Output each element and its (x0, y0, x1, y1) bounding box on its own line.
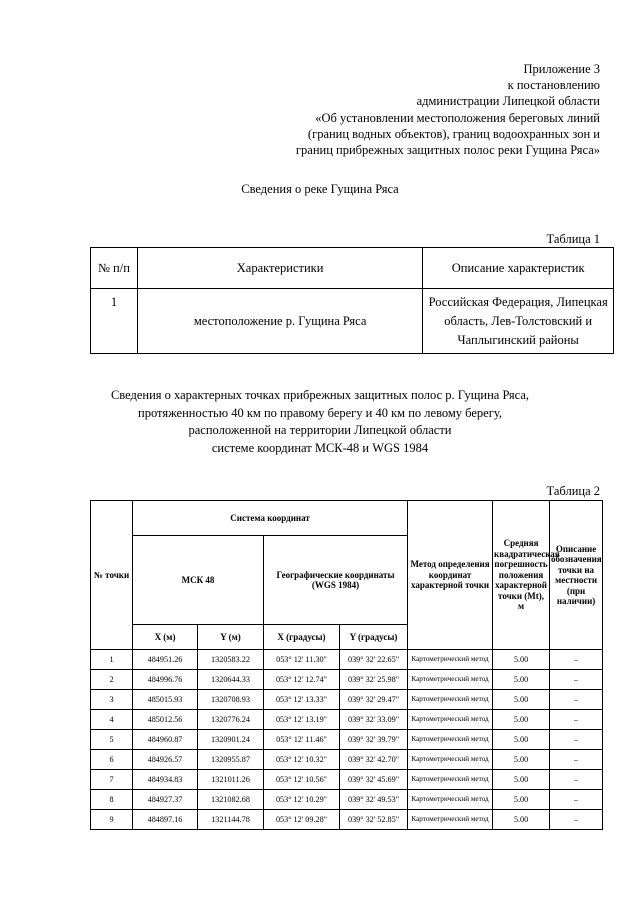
cell-method: Картометрический метод (408, 810, 493, 830)
cell-point-num: 4 (91, 710, 133, 730)
cell-point-num: 7 (91, 770, 133, 790)
cell-y-degrees: 039° 32' 22.65" (340, 650, 408, 670)
col-header-geographic: Географические координаты (WGS 1984) (264, 536, 408, 625)
col-header-msk48: МСК 48 (133, 536, 264, 625)
cell-mean-error: 5.00 (493, 690, 550, 710)
cell-method: Картометрический метод (408, 670, 493, 690)
table1-label: Таблица 1 (546, 232, 600, 246)
cell-point-description: – (550, 730, 603, 750)
cell-y-coord: 1321144.78 (198, 810, 264, 830)
cell-method: Картометрический метод (408, 730, 493, 750)
col-header-x-degrees: X (градусы) (264, 625, 340, 650)
row-description: Российская Федерация, Липецкая область, Лев-Толстовский и Чаплыгинский районы (423, 289, 614, 354)
cell-x-coord: 484960.87 (133, 730, 198, 750)
cell-x-coord: 485015.93 (133, 690, 198, 710)
cell-x-degrees: 053° 12' 13.19" (264, 710, 340, 730)
cell-point-description: – (550, 770, 603, 790)
cell-x-degrees: 053° 12' 10.32" (264, 750, 340, 770)
appendix-header (296, 61, 600, 158)
cell-method: Картометрический метод (408, 690, 493, 710)
col-header-point-num: № точки (91, 501, 133, 650)
header-line: (границ водных объектов), границ водоохранных зон и (307, 126, 600, 141)
cell-x-degrees: 053° 12' 09.28" (264, 810, 340, 830)
cell-x-degrees: 053° 12' 12.74" (264, 670, 340, 690)
col-header-description: Описание характеристик (423, 248, 614, 289)
col-header-mean-error: Средняя квадратическая погрешность положения характерной точки (Mt), м (493, 501, 550, 650)
cell-method: Картометрический метод (408, 710, 493, 730)
cell-method: Картометрический метод (408, 790, 493, 810)
table-row (91, 750, 603, 770)
table2-label: Таблица 2 (546, 484, 600, 498)
cell-y-degrees: 039° 32' 25.98" (340, 670, 408, 690)
cell-y-degrees: 039° 32' 45.69" (340, 770, 408, 790)
cell-method: Картометрический метод (408, 770, 493, 790)
table-row (91, 810, 603, 830)
cell-y-coord: 1320583.22 (198, 650, 264, 670)
cell-y-degrees: 039° 32' 33.09" (340, 710, 408, 730)
cell-point-num: 6 (91, 750, 133, 770)
table-header-row (91, 248, 614, 289)
cell-mean-error: 5.00 (493, 810, 550, 830)
title-line: протяженностью 40 км по правому берегу и 40 км по левому берегу, (138, 405, 502, 420)
col-header-method: Метод определения координат характерной точки (408, 501, 493, 650)
col-header-point-description: Описание обозначения точки на местности (при наличии) (550, 501, 603, 650)
cell-y-coord: 1320776.24 (198, 710, 264, 730)
table-row (91, 790, 603, 810)
river-info-title: Сведения о реке Гущина Ряса (241, 182, 399, 196)
cell-x-coord: 484927.37 (133, 790, 198, 810)
table-header-row (91, 501, 603, 536)
cell-point-num: 2 (91, 670, 133, 690)
table-row (91, 730, 603, 750)
cell-x-coord: 485012.56 (133, 710, 198, 730)
cell-y-coord: 1320901.24 (198, 730, 264, 750)
table-row (91, 289, 614, 354)
col-header-y-degrees: Y (градусы) (340, 625, 408, 650)
cell-x-degrees: 053° 12' 11.46" (264, 730, 340, 750)
cell-mean-error: 5.00 (493, 710, 550, 730)
cell-point-description: – (550, 790, 603, 810)
cell-y-degrees: 039° 32' 42.70" (340, 750, 408, 770)
cell-y-degrees: 039° 32' 52.85" (340, 810, 408, 830)
cell-method: Картометрический метод (408, 650, 493, 670)
cell-mean-error: 5.00 (493, 750, 550, 770)
table-row (91, 710, 603, 730)
cell-y-coord: 1320644.33 (198, 670, 264, 690)
col-header-x: X (м) (133, 625, 198, 650)
title-line: расположенной на территории Липецкой области (188, 423, 452, 437)
points-info-title (0, 387, 640, 457)
cell-point-description: – (550, 670, 603, 690)
cell-x-degrees: 053° 12' 11.30" (264, 650, 340, 670)
cell-mean-error: 5.00 (493, 770, 550, 790)
cell-y-coord: 1320955.87 (198, 750, 264, 770)
cell-point-description: – (550, 750, 603, 770)
cell-x-coord: 484926.57 (133, 750, 198, 770)
cell-x-coord: 484996.76 (133, 670, 198, 690)
row-num: 1 (91, 289, 138, 354)
cell-point-num: 1 (91, 650, 133, 670)
cell-x-coord: 484951.26 (133, 650, 198, 670)
cell-y-degrees: 039° 32' 39.79" (340, 730, 408, 750)
cell-point-description: – (550, 650, 603, 670)
cell-point-description: – (550, 710, 603, 730)
coordinates-table (90, 500, 603, 830)
cell-method: Картометрический метод (408, 750, 493, 770)
cell-mean-error: 5.00 (493, 670, 550, 690)
cell-mean-error: 5.00 (493, 650, 550, 670)
cell-mean-error: 5.00 (493, 790, 550, 810)
col-header-num: № п/п (91, 248, 138, 289)
river-characteristics-table (90, 247, 614, 354)
cell-x-degrees: 053° 12' 10.29" (264, 790, 340, 810)
cell-mean-error: 5.00 (493, 730, 550, 750)
cell-y-coord: 1320708.93 (198, 690, 264, 710)
cell-y-degrees: 039° 32' 49.53" (340, 790, 408, 810)
cell-point-num: 8 (91, 790, 133, 810)
title-line: системе координат МСК-48 и WGS 1984 (211, 440, 429, 455)
cell-x-degrees: 053° 12' 10.56" (264, 770, 340, 790)
header-line: к постановлению (507, 78, 600, 93)
row-characteristic: местоположение р. Гущина Ряса (137, 289, 422, 354)
title-line: Сведения о характерных точках прибрежных защитных полос р. Гущина Ряса, (110, 388, 530, 402)
header-line: администрации Липецкой области (416, 94, 600, 109)
cell-point-num: 5 (91, 730, 133, 750)
table-row (91, 650, 603, 670)
col-header-characteristics: Характеристики (137, 248, 422, 289)
cell-y-coord: 1321082.68 (198, 790, 264, 810)
cell-x-degrees: 053° 12' 13.33" (264, 690, 340, 710)
cell-point-description: – (550, 690, 603, 710)
header-line: границ прибрежных защитных полос реки Гущина Ряса» (295, 143, 600, 158)
cell-point-num: 3 (91, 690, 133, 710)
cell-y-degrees: 039° 32' 29.47" (340, 690, 408, 710)
header-line: Приложение 3 (523, 62, 600, 76)
cell-x-coord: 484934.83 (133, 770, 198, 790)
cell-y-coord: 1321011.26 (198, 770, 264, 790)
col-header-y: Y (м) (198, 625, 264, 650)
header-line: «Об установлении местоположения береговых линий (315, 110, 600, 125)
cell-x-coord: 484897.16 (133, 810, 198, 830)
cell-point-description: – (550, 810, 603, 830)
table-row (91, 670, 603, 690)
col-header-coordinate-system: Система координат (133, 501, 408, 536)
table-row (91, 770, 603, 790)
table-row (91, 690, 603, 710)
cell-point-num: 9 (91, 810, 133, 830)
